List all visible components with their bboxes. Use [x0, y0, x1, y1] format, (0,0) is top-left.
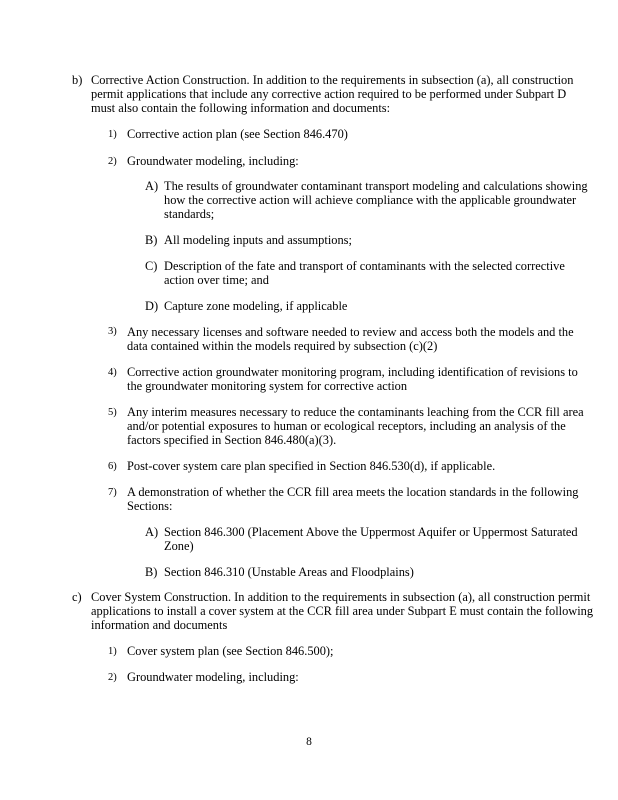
- page-number: 8: [306, 736, 312, 748]
- item-text: Any interim measures necessary to reduce the contaminants leaching from the CCR fill area and/or potential exposures to human or ecological receptors, including an analysis of the factors specified in Section 846.480(a)(3).: [127, 405, 584, 447]
- section-label: c): [72, 590, 82, 604]
- subitem-text: Section 846.310 (Unstable Areas and Floodplains): [164, 565, 414, 579]
- item-text: A demonstration of whether the CCR fill area meets the location standards in the following Sections:: [127, 485, 579, 513]
- item-label: 1): [108, 129, 117, 140]
- item-label: 6): [108, 461, 117, 472]
- item-label: 2): [108, 672, 117, 683]
- item-label: 7): [108, 487, 117, 498]
- item-label: 3): [108, 326, 117, 337]
- item-text: Corrective action plan (see Section 846.470): [127, 127, 348, 141]
- subitem-label: C): [145, 259, 158, 273]
- item-text: Any necessary licenses and software needed to review and access both the models and the data contained within the models required by subsection (c)(2): [127, 325, 574, 353]
- subitem-label: A): [145, 179, 159, 193]
- subitem-label: A): [145, 525, 159, 539]
- subitem-text: Section 846.300 (Placement Above the Uppermost Aquifer or Uppermost Saturated Zone): [164, 525, 578, 553]
- subitem-label: D): [145, 299, 159, 313]
- item-text: Corrective action groundwater monitoring program, including identification of revisions to the groundwater monitoring system for corrective action: [127, 365, 578, 393]
- item-label: 5): [108, 407, 117, 418]
- subitem-text: Capture zone modeling, if applicable: [164, 299, 348, 313]
- subitem-text: All modeling inputs and assumptions;: [164, 233, 352, 247]
- item-label: 1): [108, 646, 117, 657]
- section-label: b): [72, 73, 83, 87]
- section-paragraph: Cover System Construction. In addition to the requirements in subsection (a), all construction permit applications to install a cover system at the CCR fill area under Subpart E must contain the following information and documents: [91, 590, 594, 632]
- subitem-label: B): [145, 565, 158, 579]
- subitem-text: The results of groundwater contaminant transport modeling and calculations showing how the corrective action will achieve compliance with the applicable groundwater standards;: [164, 179, 588, 221]
- item-label: 4): [108, 367, 117, 378]
- item-text: Groundwater modeling, including:: [127, 670, 299, 684]
- item-text: Groundwater modeling, including:: [127, 154, 299, 168]
- subitem-text: Description of the fate and transport of contaminants with the selected corrective action over time; and: [164, 259, 565, 287]
- section-paragraph: Corrective Action Construction. In addition to the requirements in subsection (a), all construction permit applications that include any corrective action required to be performed under Subpart D must also contain the following information and documents:: [91, 73, 574, 115]
- item-label: 2): [108, 156, 117, 167]
- subitem-label: B): [145, 233, 158, 247]
- item-text: Post-cover system care plan specified in Section 846.530(d), if applicable.: [127, 459, 496, 473]
- item-text: Cover system plan (see Section 846.500);: [127, 644, 334, 658]
